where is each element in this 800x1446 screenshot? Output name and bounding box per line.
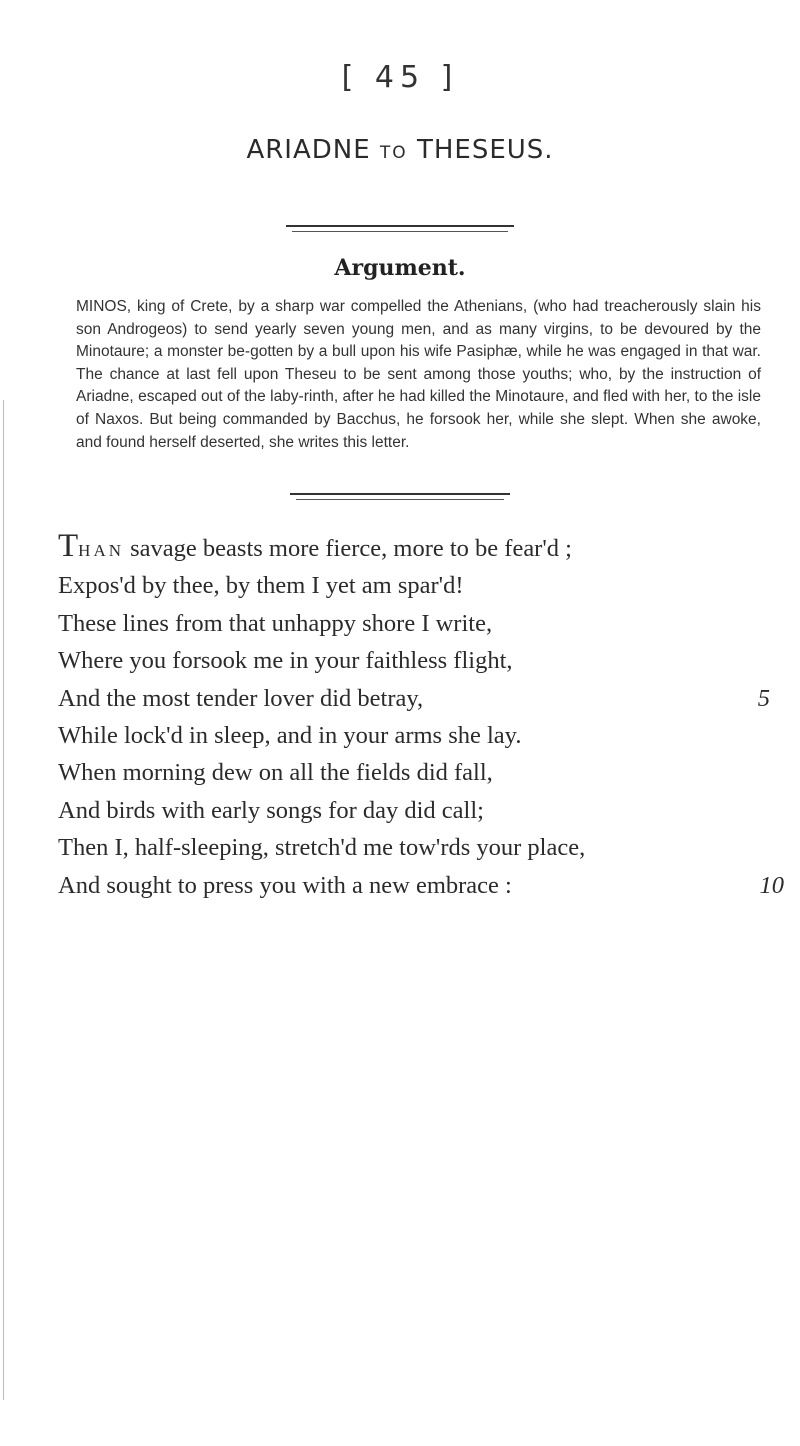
poem-line-3 (58, 605, 778, 642)
argument-rule-upper (290, 493, 510, 495)
poem-line-8 (58, 792, 778, 829)
title-main: ARIADNE (246, 135, 371, 165)
poem-line-5 (58, 680, 778, 717)
poem-line-text: While lock'd in sleep, and in your arms she lay. (58, 721, 522, 749)
poem-first-word-rest: HAN (78, 541, 125, 560)
argument-heading: Argument. (334, 255, 466, 281)
poem-line-text: Expos'd by thee, by them I yet am spar'd! (58, 572, 464, 600)
line-number-5: 5 (757, 684, 770, 712)
poem-line-1 (58, 530, 778, 567)
line-number-10: 10 (759, 871, 784, 899)
poem-line-text: These lines from that unhappy shore I write, (58, 609, 493, 637)
page-edge-shadow (3, 400, 4, 1400)
poem-line-text: Then I, half-sleeping, stretch'd me tow'rds your place, (58, 834, 586, 862)
poem-line-10 (58, 867, 784, 904)
poem-line-6 (58, 717, 778, 754)
poem-line-text: When morning dew on all the fields did fall, (58, 759, 493, 787)
title-connector: TO (379, 143, 408, 163)
poem-line-2 (58, 567, 778, 604)
argument-rule-lower (296, 499, 504, 500)
page-title (0, 135, 800, 165)
poem-line-text: Where you forsook me in your faithless flight, (58, 647, 513, 675)
poem-line-7 (58, 754, 778, 791)
title-rule-upper (286, 225, 514, 227)
poem-line-text: And sought to press you with a new embrace : (58, 871, 512, 899)
title-name: THESEUS. (416, 135, 554, 165)
poem-line-text: And the most tender lover did betray, (58, 684, 424, 712)
poem-line-text: savage beasts more fierce, more to be fear'd ; (124, 535, 572, 562)
poem-body (58, 528, 784, 904)
poem-initial: T (58, 528, 79, 564)
argument-paragraph: MINOS, king of Crete, by a sharp war compelled the Athenians, (who had treacherously slain his son Androgeos) to send yearly seven young men, and as many virgins, to be devoured by the Minotaure; a monster be-gotten by a bull upon his wife Pasiphæ, while he was engaged in that war. The chance at last fell upon Theseu to be sent among those youths; who, by the instruction of Ariadne, escaped out of the laby-rinth, after he had killed the Minotaure, and fled with her, to the isle of Naxos. But being commanded by Bacchus, he forsook her, while she slept. When she awoke, and found herself deserted, she writes this letter. (76, 298, 761, 451)
poem-line-4 (58, 642, 778, 679)
poem-line-9 (58, 829, 778, 866)
poem-line-text: And birds with early songs for day did call; (58, 796, 484, 824)
title-rule-lower (292, 231, 508, 232)
page-number: [ 45 ] (341, 60, 459, 95)
